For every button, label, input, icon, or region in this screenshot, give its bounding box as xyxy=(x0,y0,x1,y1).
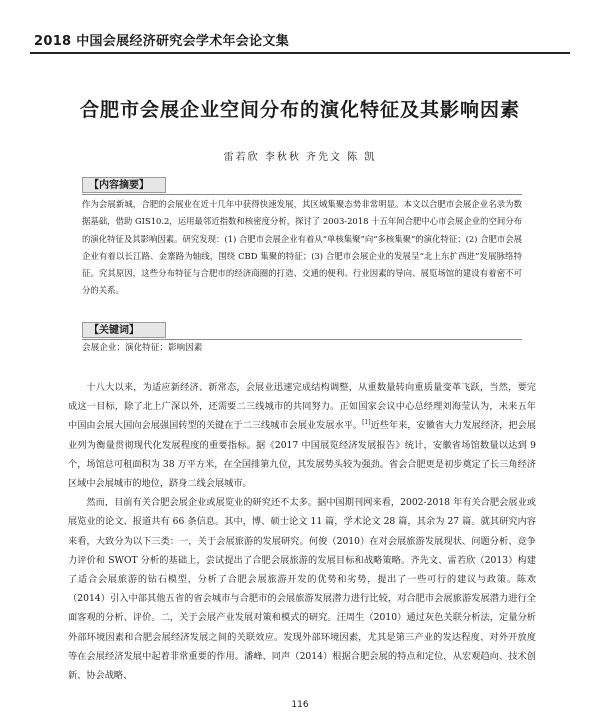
body-paragraph-1-b: 近些年来，安徽省大力发展经济，把会展业列为衡量贯彻现代化发展程度的重要指标。据《2017 中国展览经济发展报告》统计，安徽省场馆数量以达到 9 个，场馆总可租面积为 38 万平方米，在全国排第九位，其发展势头较为强劲。省会合肥更是初步奠定了长三角经济区域中会展城市的地位，跻身二线会展城市。 xyxy=(68,420,536,490)
body-text xyxy=(68,378,536,685)
body-paragraph-1 xyxy=(68,378,536,493)
citation-marker: [1] xyxy=(362,419,371,427)
abstract-text: 作为会展新城，合肥的会展业在近十几年中获得快速发展，其区域集聚态势非常明显。本文以合肥市会展企业名录为数据基础，借助 GIS10.2，运用最邻近指数和核密度分析，探讨了 2003-2018 十五年间合肥中心市会展企业的空间分布的演化特征及其影响因素。研究发现：(1) 合肥市会展企业有着从“单核集聚”向“多核集聚”的演化特征；(2) 合肥市会展企业有着以长江路、金寨路为轴线，围绕 CBD 集聚的特征；(3) 合肥市会展企业的发展呈“北上东扩西进”发展脉络特征。究其原因，这些分布特征与合肥市的经济商圈的打造、交通的便利、行业因素的导向、展览场馆的建设有着密不可分的关系。 xyxy=(82,199,522,296)
header-rule xyxy=(30,52,570,54)
body-paragraph-1-a: 十八大以来，为适应新经济、新常态，会展业迅速完成结构调整，从重数量转向重质量变革飞跃，当然，要完成这一目标，除了北上广深以外，还需要二三线城市的共同努力。正如国家会议中心总经理刘海莹认为，未来五年中国由会展大国向会展强国转型的关键在于二三线城市会展业发展水平。 xyxy=(68,382,536,432)
body-paragraph-2: 然而，目前有关合肥会展企业或展览业的研究还不太多。据中国期刊网来看，2002-2018 年有关合肥会展业或展览业的论文、报道共有 66 条信息。其中，博、硕士论文 11 篇，学术论文 28 篇，其余为 27 篇。就其研究内容来看，大致分为以下三类：一，关于会展旅游的发展研究。何俊（2010）在对会展旅游发展现状、问题分析、竞争力评价和 SWOT 分析的基础上，尝试提出了合肥会展旅游的发展目标和战略策略。齐先文、雷若欣（2013）构建了适合会展旅游的钻石模型，分析了合肥会展旅游开发的优势和劣势，提出了一些可行的建议与政策。陈欢（2014）引入中部其他五省的省会城市与合肥市的会展旅游发展潜力进行比较，对合肥市会展旅游发展潜力进行全面客观的分析、评价。二，关于会展产业发展对策和模式的研究。汪周生（2010）通过灰色关联分析法，定量分析外部环境因素和合肥会展经济发展之间的关联效应。发现外部环境因素，尤其是第三产业的发达程度、对外开放度等在会展经济发展中起着非常重要的作用。潘峰、同声（2014）根据合肥会展的特点和定位，从宏观趋向、技术创新、协会战略、 xyxy=(68,497,536,682)
keywords-label: 【关键词】 xyxy=(82,322,166,338)
running-header: 2018 中国会展经济研究会学术年会论文集 xyxy=(34,34,290,49)
abstract-rule xyxy=(82,194,522,195)
page-number: 116 xyxy=(291,700,309,710)
keywords-text: 会展企业；演化特征；影响因素 xyxy=(82,343,203,353)
authors: 雷若欣 李秋秋 齐先文 陈 凯 xyxy=(223,152,377,163)
abstract-label: 【内容摘要】 xyxy=(82,177,166,193)
paper-title: 合肥市会展企业空间分布的演化特征及其影响因素 xyxy=(79,99,520,121)
